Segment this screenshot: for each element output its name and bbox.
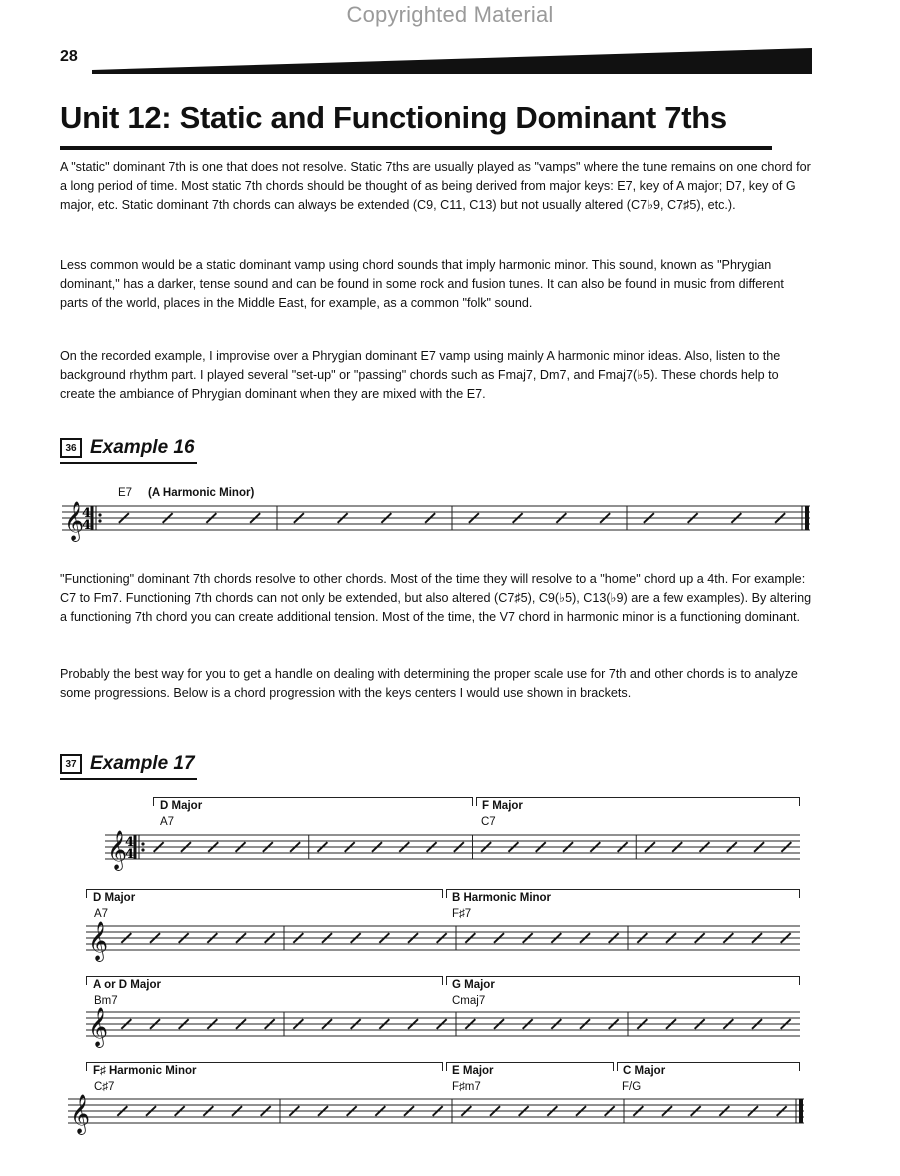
key-bracket	[86, 889, 443, 898]
page-title: Unit 12: Static and Functioning Dominant 7ths	[60, 100, 727, 135]
chord-symbol: C♯7	[94, 1081, 115, 1093]
chord-symbol: A7	[94, 908, 109, 920]
example-17-title: Example 17	[90, 753, 195, 774]
example-17-staff-2	[86, 920, 800, 960]
chord-symbol: Bm7	[94, 995, 118, 1007]
title-underline	[60, 146, 772, 150]
treble-clef-icon: 𝄞	[88, 1007, 109, 1047]
example-16-title: Example 16	[90, 437, 195, 458]
copyright-watermark: Copyrighted Material	[346, 2, 554, 27]
chord-symbol: C7	[481, 816, 496, 828]
paragraph-recorded-example: On the recorded example, I improvise over a Phrygian dominant E7 vamp using mainly A harmonic minor ideas. Also, listen to the background rhythm part. I played several "set-up" or "passing" chords such as Fmaj7, Dm7, and Fmaj7(♭5). These chords help to create the ambiance of Phrygian dominant when they are mixed with the E7.	[60, 349, 781, 401]
repeat-dot	[98, 519, 101, 522]
key-center-label: E Major	[452, 1065, 494, 1077]
paragraph-functioning-dominant: "Functioning" dominant 7th chords resolve to other chords. Most of the time they will resolve to a "home" chord up a 4th. For example: C7 to Fm7. Functioning 7th chords can not only be extended, but also altered (C7♯5), C9(♭5), C13(♭9) are a few examples). By altering a functioning 7th chord you can create additional tension. Most of the time, the V7 chord in harmonic minor is a functioning dominant.	[60, 572, 812, 624]
treble-clef-icon: 𝄞	[88, 921, 109, 961]
example-17-staff-3	[86, 1006, 800, 1046]
key-center-label: B Harmonic Minor	[452, 892, 552, 904]
key-center-label: F Major	[482, 800, 523, 812]
repeat-dot	[141, 848, 144, 851]
example-17-staff-4	[68, 1093, 804, 1133]
key-center-label: D Major	[160, 800, 203, 812]
chord-symbol: F♯7	[452, 908, 472, 920]
key-center-label: C Major	[623, 1065, 666, 1077]
chord-symbol: F♯m7	[452, 1081, 481, 1093]
key-center-label: F♯ Harmonic Minor	[93, 1065, 197, 1077]
cd-track-icon: 37	[60, 754, 82, 774]
example-16-chord: E7	[118, 487, 133, 499]
paragraph-static-dominant: A "static" dominant 7th is one that does not resolve. Static 7ths are usually played as "vamps" where the tune remains on one chord for a long period of time. Most static 7th chords should be thought of as being derived from major keys: E7, key of A major; D7, key of G major, etc. Static dominant 7th chords can always be extended (C9, C11, C13) but not usually altered (C7♭9, C7♯5), etc.).	[60, 160, 811, 212]
key-bracket	[476, 797, 800, 806]
paragraph-phrygian-dominant: Less common would be a static dominant vamp using chord sounds that imply harmonic minor. This sound, known as "Phrygian dominant," has a darker, tense sound and can be found in some rock and fusion tunes. It can also be found in music from different parts of the world, places in the Middle East, for example, as a common "folk" sound.	[60, 258, 784, 310]
repeat-dot	[141, 842, 144, 845]
key-center-label: A or D Major	[93, 979, 161, 991]
key-center-label: D Major	[93, 892, 136, 904]
example-16-key: (A Harmonic Minor)	[148, 487, 255, 499]
time-signature: 4	[82, 506, 92, 521]
example-17-underline	[60, 778, 197, 780]
repeat-dot	[98, 513, 101, 516]
example-16-staff	[62, 500, 810, 540]
treble-clef-icon: 𝄞	[107, 830, 128, 870]
treble-clef-icon: 𝄞	[64, 501, 85, 541]
time-signature: 4	[82, 518, 92, 533]
key-bracket	[446, 976, 800, 985]
time-signature: 4	[125, 835, 135, 850]
key-center-label: G Major	[452, 979, 495, 991]
chord-symbol: A7	[160, 816, 175, 828]
chord-symbol: F/G	[622, 1081, 642, 1093]
time-signature: 4	[125, 847, 135, 862]
cd-track-icon: 36	[60, 438, 82, 458]
paragraph-analyze-progressions: Probably the best way for you to get a handle on dealing with determining the proper scale use for 7th and other chords is to analyze some progressions. Below is a chord progression with the keys centers I would use shown in brackets.	[60, 667, 798, 700]
example-17-staff-1	[105, 829, 800, 869]
header-wedge-bar	[92, 44, 812, 74]
chord-symbol: Cmaj7	[452, 995, 486, 1007]
example-16-heading	[60, 435, 195, 461]
page-number: 28	[60, 48, 78, 65]
treble-clef-icon: 𝄞	[70, 1094, 91, 1134]
example-16-underline	[60, 462, 197, 464]
example-17-heading	[60, 751, 195, 777]
